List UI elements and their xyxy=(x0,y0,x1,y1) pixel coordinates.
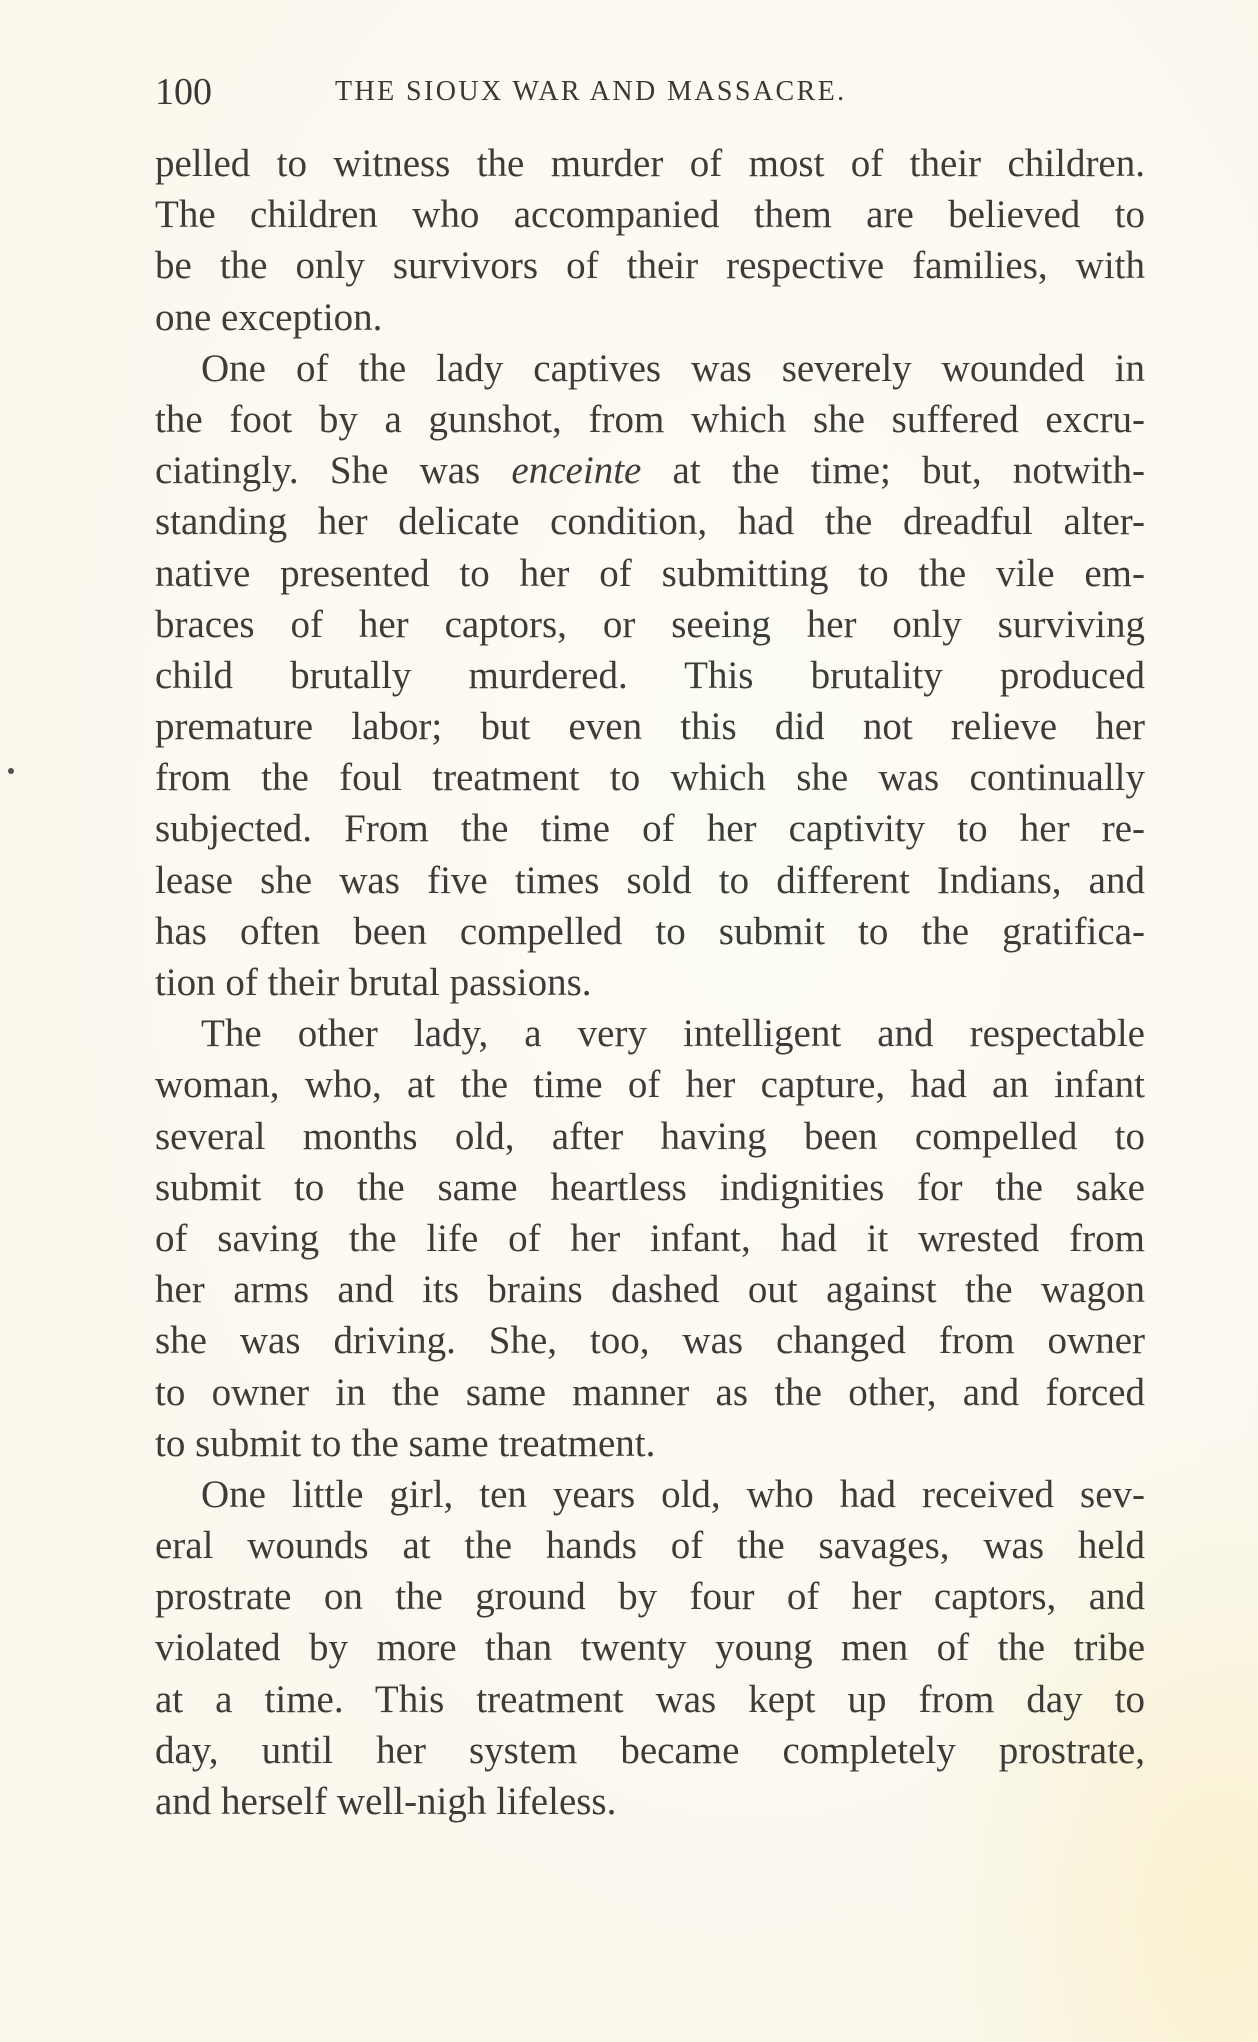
text-line: braces of her captors, or seeing her only surviving xyxy=(155,602,1145,646)
running-head: THE SIOUX WAR AND MASSACRE. xyxy=(335,76,847,107)
paragraph xyxy=(155,138,1145,343)
text-line: premature labor; but even this did not relieve her xyxy=(155,705,1145,749)
text-line: lease she was five times sold to different Indians, and xyxy=(155,858,1145,902)
text-line: native presented to her of submitting to the vile em- xyxy=(155,551,1145,595)
page-header xyxy=(155,62,1145,122)
text-line: she was driving. She, too, was changed from owner xyxy=(155,1319,1145,1363)
text-line: the foot by a gunshot, from which she suffered excru- xyxy=(155,397,1145,441)
text-line: child brutally murdered. This brutality produced xyxy=(155,653,1145,697)
text-line: and herself well-nigh lifeless. xyxy=(155,1780,617,1823)
text-line: has often been compelled to submit to the gratifica- xyxy=(155,909,1145,953)
text-line: prostrate on the ground by four of her captors, and xyxy=(155,1575,1145,1619)
text-line: to owner in the same manner as the other, and forced xyxy=(155,1370,1145,1414)
text-line: The children who accompanied them are believed to xyxy=(155,193,1145,237)
text-line: violated by more than twenty young men of the tribe xyxy=(155,1626,1145,1670)
text-line: subjected. From the time of her captivity to her re- xyxy=(155,807,1145,851)
text-line: eral wounds at the hands of the savages, was held xyxy=(155,1524,1145,1568)
text-line: woman, who, at the time of her capture, had an infant xyxy=(155,1063,1145,1107)
text-line: day, until her system became completely prostrate, xyxy=(155,1728,1145,1772)
text-line: of saving the life of her infant, had it wrested from xyxy=(155,1216,1145,1260)
text-line: pelled to witness the murder of most of their children. xyxy=(155,142,1145,185)
text-line: tion of their brutal passions. xyxy=(155,961,592,1004)
text-line xyxy=(155,445,1145,496)
text-line: at a time. This treatment was kept up from day to xyxy=(155,1677,1145,1721)
paragraph xyxy=(155,1008,1145,1469)
text-line: one exception. xyxy=(155,295,383,339)
text-line: The other lady, a very intelligent and respectable xyxy=(201,1012,1145,1056)
text-segment: at the time; but, notwith- xyxy=(641,449,1145,493)
paragraph xyxy=(155,1469,1145,1827)
margin-mark xyxy=(8,768,14,774)
text-segment: ciatingly. She was xyxy=(155,449,512,493)
text-line: One little girl, ten years old, who had received sev- xyxy=(201,1472,1145,1516)
text-line: her arms and its brains dashed out against the wagon xyxy=(155,1268,1145,1312)
text-line: standing her delicate condition, had the dreadful alter- xyxy=(155,500,1145,544)
text-line: to submit to the same treatment. xyxy=(155,1421,656,1465)
page-number: 100 xyxy=(155,71,212,113)
text-line: One of the lady captives was severely wounded in xyxy=(201,346,1145,390)
italic-term: enceinte xyxy=(511,449,642,493)
text-line: be the only survivors of their respective families, with xyxy=(155,244,1145,288)
paragraph xyxy=(155,343,1145,1008)
text-line: submit to the same heartless indignities for the sake xyxy=(155,1165,1145,1209)
body-text xyxy=(155,138,1145,1827)
text-line: several months old, after having been compelled to xyxy=(155,1114,1145,1158)
text-line: from the foul treatment to which she was continually xyxy=(155,756,1145,800)
